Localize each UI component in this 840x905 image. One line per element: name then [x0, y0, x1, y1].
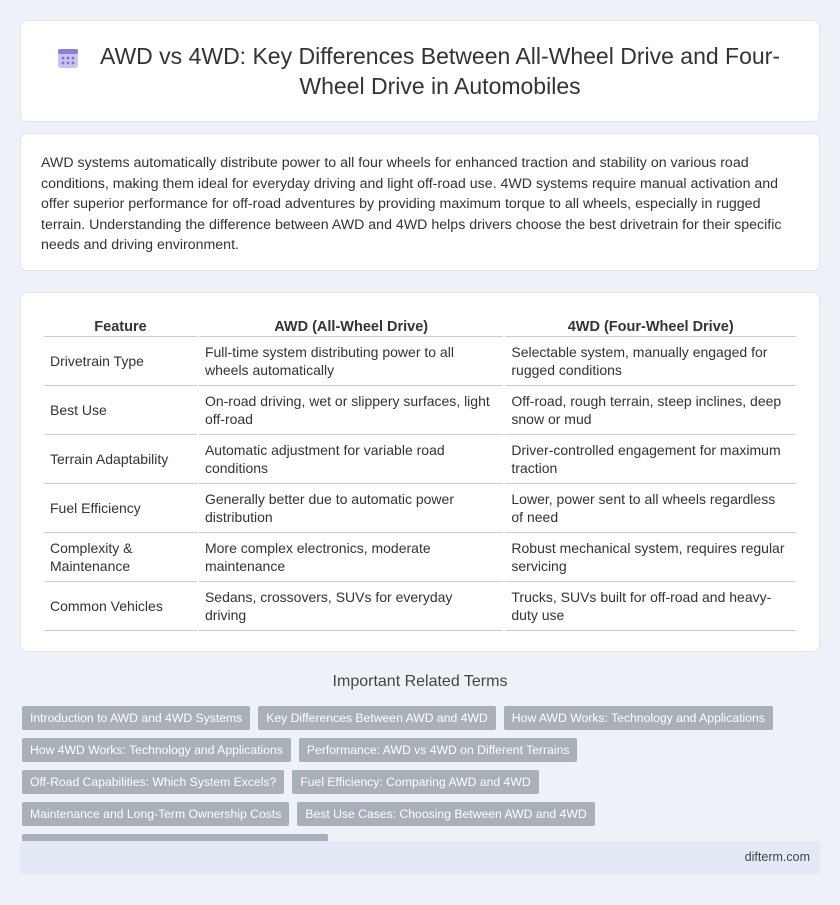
related-term-link[interactable]: How 4WD Works: Technology and Applications	[22, 738, 291, 762]
related-term-link[interactable]: Fuel Efficiency: Comparing AWD and 4WD	[292, 770, 538, 794]
related-terms-heading: Important Related Terms	[332, 673, 508, 690]
footer-site-link[interactable]: difterm.com	[744, 850, 810, 864]
table-cell-awd: Sedans, crossovers, SUVs for everyday driving	[199, 582, 503, 631]
table-cell-feature: Complexity & Maintenance	[44, 533, 197, 582]
table-cell-awd: Automatic adjustment for variable road conditions	[199, 435, 503, 484]
header-feature: Feature	[44, 315, 197, 337]
related-term-link[interactable]: Performance: AWD vs 4WD on Different Terrains	[299, 738, 578, 762]
related-term-link[interactable]: Maintenance and Long-Term Ownership Costs	[22, 802, 289, 826]
intro-card	[20, 133, 820, 271]
table-cell-4wd: Robust mechanical system, requires regular servicing	[505, 533, 796, 582]
header-card	[20, 20, 820, 122]
table-cell-awd: Full-time system distributing power to all wheels automatically	[199, 337, 503, 386]
table-cell-feature: Terrain Adaptability	[44, 435, 197, 484]
related-term-link[interactable]: Key Differences Between AWD and 4WD	[258, 706, 496, 730]
table-cell-feature: Drivetrain Type	[44, 337, 197, 386]
related-term-link[interactable]: Best Use Cases: Choosing Between AWD and 4WD	[297, 802, 594, 826]
table-cell-awd: Generally better due to automatic power distribution	[199, 484, 503, 533]
table-cell-4wd: Off-road, rough terrain, steep inclines, deep snow or mud	[505, 386, 796, 435]
table-cell-awd: On-road driving, wet or slippery surfaces, light off-road	[199, 386, 503, 435]
table-row	[44, 386, 796, 435]
table-row	[44, 533, 796, 582]
related-term-link[interactable]: Introduction to AWD and 4WD Systems	[22, 706, 250, 730]
related-term-link[interactable]: Off-Road Capabilities: Which System Excels?	[22, 770, 284, 794]
related-term-link[interactable]: How AWD Works: Technology and Applications	[504, 706, 773, 730]
table-row	[44, 582, 796, 631]
table-cell-feature: Best Use	[44, 386, 197, 435]
table-cell-feature: Common Vehicles	[44, 582, 197, 631]
header-awd: AWD (All-Wheel Drive)	[199, 315, 503, 337]
table-cell-awd: More complex electronics, moderate maintenance	[199, 533, 503, 582]
comparison-table-card	[20, 292, 820, 652]
table-row	[44, 435, 796, 484]
table-header-row	[44, 315, 796, 337]
table-cell-4wd: Lower, power sent to all wheels regardless of need	[505, 484, 796, 533]
intro-paragraph: AWD systems automatically distribute power to all four wheels for enhanced traction and stability on various road conditions, making them ideal for everyday driving and light off-road use. 4WD systems require manual activation and offer superior performance for off-road adventures by providing maximum torque to all wheels, especially in rugged terrain. Understanding the difference between AWD and 4WD helps drivers choose the best drivetrain for their specific needs and driving environment.	[41, 155, 782, 253]
footer	[20, 841, 820, 874]
table-cell-4wd: Driver-controlled engagement for maximum traction	[505, 435, 796, 484]
table-row	[44, 484, 796, 533]
header-4wd: 4WD (Four-Wheel Drive)	[505, 315, 796, 337]
related-terms-list	[22, 706, 812, 858]
table-cell-4wd: Selectable system, manually engaged for rugged conditions	[505, 337, 796, 386]
table-cell-feature: Fuel Efficiency	[44, 484, 197, 533]
table-row	[44, 337, 796, 386]
page-title: AWD vs 4WD: Key Differences Between All-Wheel Drive and Four-Wheel Drive in Automobiles	[99, 43, 780, 99]
table-cell-4wd: Trucks, SUVs built for off-road and heavy-duty use	[505, 582, 796, 631]
comparison-table	[42, 315, 798, 631]
